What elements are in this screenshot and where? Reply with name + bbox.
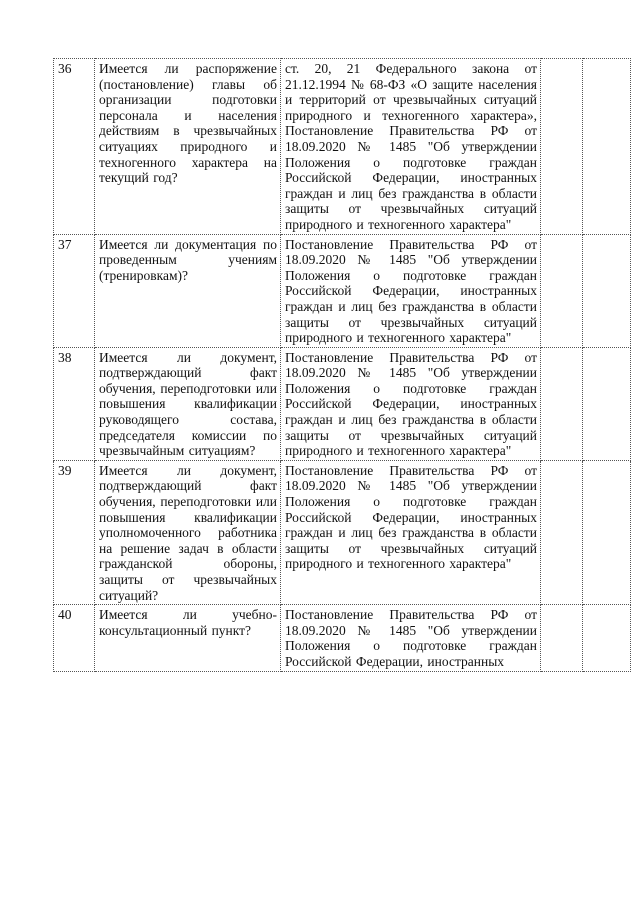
table-row [54, 347, 631, 460]
legal-reference-cell [281, 605, 541, 671]
question-text: Имеется ли учебно-консультационный пункт? [99, 607, 277, 638]
legal-reference-cell [281, 347, 541, 460]
row-number: 39 [54, 460, 95, 604]
table-row [54, 59, 631, 235]
legal-reference-text: ст. 20, 21 Федерального закона от 21.12.1994 № 68-ФЗ «О защите населения и территорий от чрезвычайных ситуаций природного и техногенного характера», Постановление Правительства РФ от 18.09.2020 № 1485 "Об утверждении Положения о подготовке граждан Российской Федерации, иностранных граждан и лиц без гражданства в области защиты от чрезвычайных ситуаций природного и техногенного характера" [285, 61, 537, 232]
question-cell [95, 605, 281, 671]
note-cell-empty [583, 347, 631, 460]
legal-reference-text: Постановление Правительства РФ от 18.09.2020 № 1485 "Об утверждении Положения о подготовке граждан Российской Федерации, иностранных [285, 607, 537, 669]
question-text: Имеется ли документ, подтверждающий факт обучения, переподготовки или повышения квалификации уполномоченного работника на решение задач в области гражданской обороны, защиты от чрезвычайных ситуаций? [99, 462, 277, 603]
checklist-table [53, 58, 631, 672]
row-number: 37 [54, 234, 95, 347]
note-cell-empty [583, 59, 631, 235]
question-cell [95, 460, 281, 604]
legal-reference-cell [281, 59, 541, 235]
question-text: Имеется ли распоряжение (постановление) главы об организации подготовки персонала и населения действиям в чрезвычайных ситуациях природного и техногенного характера на текущий год? [99, 61, 277, 186]
answer-cell-empty [541, 347, 583, 460]
row-number: 38 [54, 347, 95, 460]
row-number: 40 [54, 605, 95, 671]
table-row [54, 605, 631, 671]
table-row [54, 460, 631, 604]
note-cell-empty [583, 605, 631, 671]
question-text: Имеется ли документация по проведенным учениям (тренировкам)? [99, 236, 277, 283]
legal-reference-text: Постановление Правительства РФ от 18.09.2020 № 1485 "Об утверждении Положения о подготовке граждан Российской Федерации, иностранных граждан и лиц без гражданства в области защиты от чрезвычайных ситуаций природного и техногенного характера" [285, 236, 537, 346]
note-cell-empty [583, 234, 631, 347]
legal-reference-cell [281, 234, 541, 347]
answer-cell-empty [541, 605, 583, 671]
question-cell [95, 347, 281, 460]
answer-cell-empty [541, 234, 583, 347]
legal-reference-cell [281, 460, 541, 604]
note-cell-empty [583, 460, 631, 604]
question-cell [95, 234, 281, 347]
table-row [54, 234, 631, 347]
answer-cell-empty [541, 460, 583, 604]
legal-reference-text: Постановление Правительства РФ от 18.09.2020 № 1485 "Об утверждении Положения о подготовке граждан Российской Федерации, иностранных граждан и лиц без гражданства в области защиты от чрезвычайных ситуаций природного и техногенного характера" [285, 349, 537, 459]
question-cell [95, 59, 281, 235]
question-text: Имеется ли документ, подтверждающий факт обучения, переподготовки или повышения квалификации руководящего состава, председателя комиссии по чрезвычайным ситуациям? [99, 349, 277, 459]
answer-cell-empty [541, 59, 583, 235]
legal-reference-text: Постановление Правительства РФ от 18.09.2020 № 1485 "Об утверждении Положения о подготовке граждан Российской Федерации, иностранных граждан и лиц без гражданства в области защиты от чрезвычайных ситуаций природного и техногенного характера" [285, 462, 537, 572]
row-number: 36 [54, 59, 95, 235]
